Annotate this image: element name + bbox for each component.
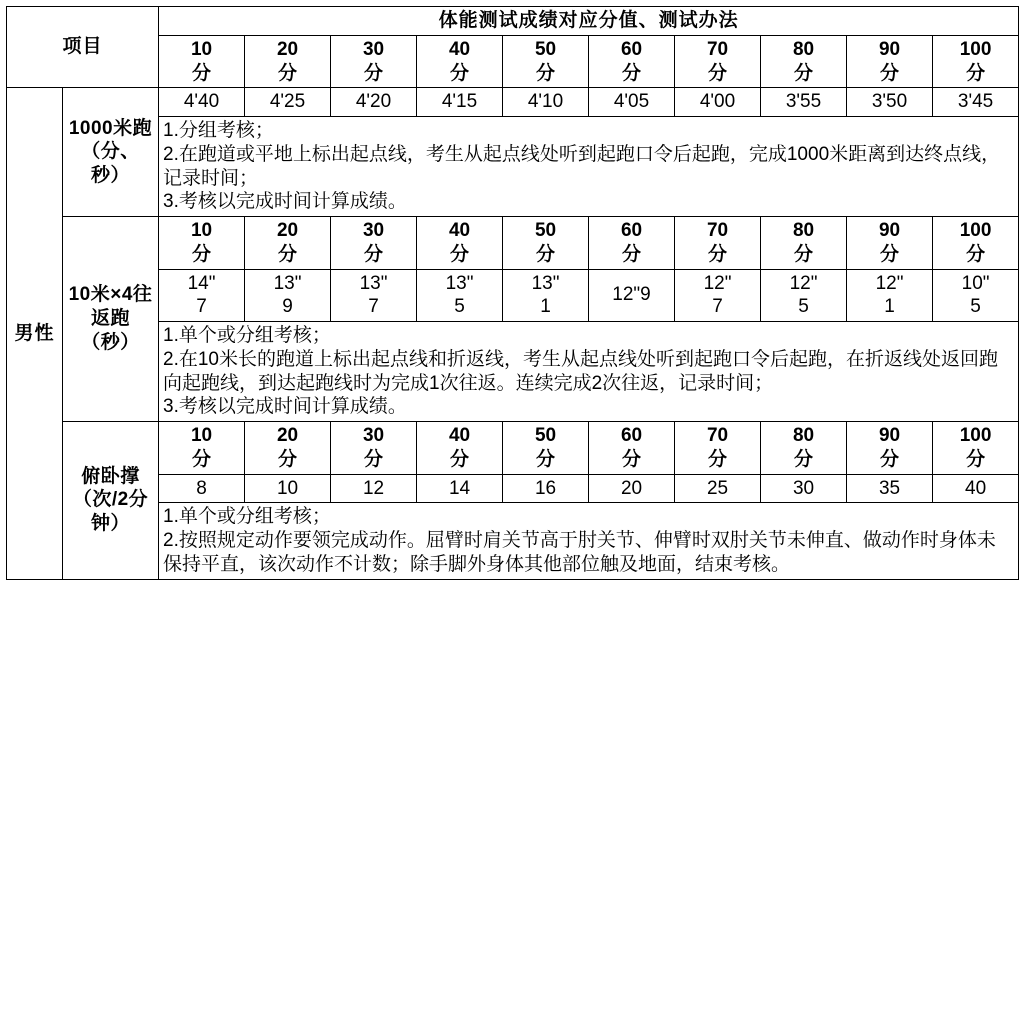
cell-1000m-90: 3'50: [847, 88, 933, 117]
score-header-number: 70: [706, 220, 729, 241]
cell-shuttle-10: [159, 269, 245, 322]
value-line2: 5: [970, 296, 981, 318]
shuttle-score-header-10: [159, 217, 245, 270]
pushup-score-header-50: [503, 422, 589, 475]
score-header-unit: 分: [536, 448, 556, 470]
method-line: 2.在10米长的跑道上标出起点线和折返线，考生从起点线处听到起跑口令后起跑，在折返线处返回跑向起跑线，到达起跑线时为完成1次往返。连续完成2次往返，记录时间；: [163, 348, 998, 394]
score-header-number: 50: [534, 425, 557, 446]
score-header-number: 30: [362, 38, 385, 60]
value-line1: 12": [875, 272, 904, 294]
value-line1: 10": [961, 272, 990, 294]
score-header-90: [847, 35, 933, 88]
score-header-number: 100: [959, 38, 992, 60]
cell-shuttle-20: [245, 269, 331, 322]
score-header-70: [675, 35, 761, 88]
header-item-label: 项目: [7, 7, 159, 88]
method-line: 2.在跑道或平地上标出起点线，考生从起点线处听到起跑口令后起跑，完成1000米距离到达终点线，记录时间；: [163, 143, 1001, 189]
fitness-standards-table: [6, 6, 1019, 580]
score-header-60: [589, 35, 675, 88]
score-header-number: 80: [792, 38, 815, 60]
pushup-score-header-70: [675, 422, 761, 475]
cell-pushup-40: 14: [417, 474, 503, 503]
value-line1: 14": [187, 272, 216, 294]
pushup-score-header-30: [331, 422, 417, 475]
cell-pushup-20: 10: [245, 474, 331, 503]
value-line1: 12": [789, 272, 818, 294]
score-header-unit: 分: [794, 243, 814, 265]
row-1000m-method: [7, 117, 1019, 217]
score-header-number: 90: [878, 220, 901, 241]
cell-pushup-70: 25: [675, 474, 761, 503]
cell-shuttle-80: [761, 269, 847, 322]
score-header-number: 70: [706, 38, 729, 60]
score-header-80: [761, 35, 847, 88]
score-header-unit: 分: [536, 243, 556, 265]
value-line2: 5: [454, 296, 465, 318]
shuttle-score-header-80: [761, 217, 847, 270]
score-header-number: 20: [276, 425, 299, 446]
cell-shuttle-50: [503, 269, 589, 322]
pushup-score-header-40: [417, 422, 503, 475]
method-shuttle: [159, 322, 1019, 422]
score-header-40: [417, 35, 503, 88]
shuttle-score-header-20: [245, 217, 331, 270]
method-line: 1.单个或分组考核；: [163, 325, 331, 346]
cell-1000m-30: 4'20: [331, 88, 417, 117]
score-header-unit: 分: [708, 243, 728, 265]
value-line1: 13": [359, 272, 388, 294]
score-header-number: 90: [878, 38, 901, 60]
score-header-unit: 分: [278, 448, 298, 470]
cell-1000m-10: 4'40: [159, 88, 245, 117]
shuttle-score-header-50: [503, 217, 589, 270]
score-header-number: 30: [362, 220, 385, 241]
score-header-number: 50: [534, 38, 557, 60]
row-shuttle-method: [7, 322, 1019, 422]
score-header-number: 100: [959, 220, 992, 241]
score-header-number: 90: [878, 425, 901, 446]
cell-1000m-50: 4'10: [503, 88, 589, 117]
score-header-number: 40: [448, 38, 471, 60]
method-line: 1.分组考核；: [163, 120, 274, 141]
cell-shuttle-40: [417, 269, 503, 322]
row-pushup-score-header: [7, 422, 1019, 475]
score-header-unit: 分: [794, 448, 814, 470]
pushup-score-header-10: [159, 422, 245, 475]
value-line1: 12": [703, 272, 732, 294]
gender-male-cell: 男性: [7, 88, 63, 579]
cell-shuttle-60: [589, 269, 675, 322]
score-header-unit: 分: [880, 62, 900, 84]
score-header-unit: 分: [364, 448, 384, 470]
shuttle-score-header-70: [675, 217, 761, 270]
value-line1: 13": [273, 272, 302, 294]
score-header-unit: 分: [278, 62, 298, 84]
score-header-unit: 分: [536, 62, 556, 84]
cell-1000m-20: 4'25: [245, 88, 331, 117]
score-header-10: [159, 35, 245, 88]
score-header-unit: 分: [622, 62, 642, 84]
value-line1: 12"9: [612, 284, 651, 306]
value-line2: 1: [540, 296, 551, 318]
score-header-number: 60: [620, 425, 643, 446]
score-header-unit: 分: [278, 243, 298, 265]
score-header-20: [245, 35, 331, 88]
cell-1000m-40: 4'15: [417, 88, 503, 117]
shuttle-score-header-60: [589, 217, 675, 270]
cell-shuttle-90: [847, 269, 933, 322]
shuttle-score-header-90: [847, 217, 933, 270]
cell-pushup-60: 20: [589, 474, 675, 503]
pushup-score-header-80: [761, 422, 847, 475]
cell-pushup-50: 16: [503, 474, 589, 503]
score-header-number: 40: [448, 425, 471, 446]
row-shuttle-values: [7, 269, 1019, 322]
cell-pushup-80: 30: [761, 474, 847, 503]
score-header-unit: 分: [364, 243, 384, 265]
score-header-number: 20: [276, 38, 299, 60]
score-header-unit: 分: [794, 62, 814, 84]
method-line: 1.单个或分组考核；: [163, 506, 331, 528]
score-header-unit: 分: [966, 62, 986, 84]
score-header-100: [933, 35, 1019, 88]
item-1000m-label: 1000米跑（分、秒）: [63, 88, 159, 217]
pushup-score-header-100: [933, 422, 1019, 475]
shuttle-score-header-40: [417, 217, 503, 270]
item-pushup-label: 俯卧撑（次/2分钟）: [63, 422, 159, 580]
cell-pushup-90: 35: [847, 474, 933, 503]
score-header-number: 50: [534, 220, 557, 241]
score-header-30: [331, 35, 417, 88]
value-line2: 7: [712, 296, 723, 318]
cell-pushup-10: 8: [159, 474, 245, 503]
row-shuttle-score-header: [7, 217, 1019, 270]
score-header-unit: 分: [364, 62, 384, 84]
score-header-number: 10: [190, 38, 213, 60]
value-line1: 13": [445, 272, 474, 294]
cell-shuttle-30: [331, 269, 417, 322]
method-pushup: [159, 503, 1019, 579]
row-pushup-values: [7, 474, 1019, 503]
score-header-unit: 分: [966, 243, 986, 265]
pushup-score-header-20: [245, 422, 331, 475]
value-line2: 7: [368, 296, 379, 318]
score-header-number: 20: [276, 220, 299, 241]
item-shuttle-label: 10米×4往返跑（秒）: [63, 217, 159, 422]
cell-1000m-70: 4'00: [675, 88, 761, 117]
cell-1000m-100: 3'45: [933, 88, 1019, 117]
value-line2: 1: [884, 296, 895, 318]
method-line: 3.考核以完成时间计算成绩。: [163, 396, 407, 418]
table-header-banner-row: [7, 7, 1019, 36]
cell-1000m-60: 4'05: [589, 88, 675, 117]
score-header-number: 80: [792, 220, 815, 241]
score-header-50: [503, 35, 589, 88]
score-header-unit: 分: [450, 448, 470, 470]
score-header-unit: 分: [880, 243, 900, 265]
cell-pushup-100: 40: [933, 474, 1019, 503]
method-line: 3.考核以完成时间计算成绩。: [163, 191, 407, 213]
row-pushup-method: [7, 503, 1019, 579]
score-header-unit: 分: [708, 448, 728, 470]
cell-1000m-80: 3'55: [761, 88, 847, 117]
score-header-unit: 分: [966, 448, 986, 470]
cell-shuttle-70: [675, 269, 761, 322]
shuttle-score-header-30: [331, 217, 417, 270]
header-banner: 体能测试成绩对应分值、测试办法: [159, 7, 1019, 36]
pushup-score-header-60: [589, 422, 675, 475]
score-header-number: 100: [959, 425, 992, 446]
shuttle-score-header-100: [933, 217, 1019, 270]
score-header-unit: 分: [450, 243, 470, 265]
row-1000m-values: [7, 88, 1019, 117]
score-header-unit: 分: [708, 62, 728, 84]
score-header-unit: 分: [192, 62, 212, 84]
score-header-number: 60: [620, 220, 643, 241]
score-header-unit: 分: [450, 62, 470, 84]
score-header-unit: 分: [880, 448, 900, 470]
score-header-unit: 分: [192, 448, 212, 470]
pushup-score-header-90: [847, 422, 933, 475]
score-header-number: 10: [190, 425, 213, 446]
cell-shuttle-100: [933, 269, 1019, 322]
score-header-number: 80: [792, 425, 815, 446]
cell-pushup-30: 12: [331, 474, 417, 503]
score-header-unit: 分: [192, 243, 212, 265]
value-line2: 7: [196, 296, 207, 318]
table-header-score-row: [7, 35, 1019, 88]
score-header-number: 40: [448, 220, 471, 241]
method-line: 2.按照规定动作要领完成动作。屈臂时肩关节高于肘关节、伸臂时双肘关节未伸直、做动作时身体未保持平直，该次动作不计数；除手脚外身体其他部位触及地面，结束考核。: [163, 530, 996, 575]
score-header-number: 10: [190, 220, 213, 241]
score-header-number: 60: [620, 38, 643, 60]
score-header-unit: 分: [622, 243, 642, 265]
value-line1: 13": [531, 272, 560, 294]
score-header-unit: 分: [622, 448, 642, 470]
value-line2: 9: [282, 296, 293, 318]
value-line2: 5: [798, 296, 809, 318]
score-header-number: 30: [362, 425, 385, 446]
score-header-number: 70: [706, 425, 729, 446]
method-1000m: [159, 117, 1019, 217]
